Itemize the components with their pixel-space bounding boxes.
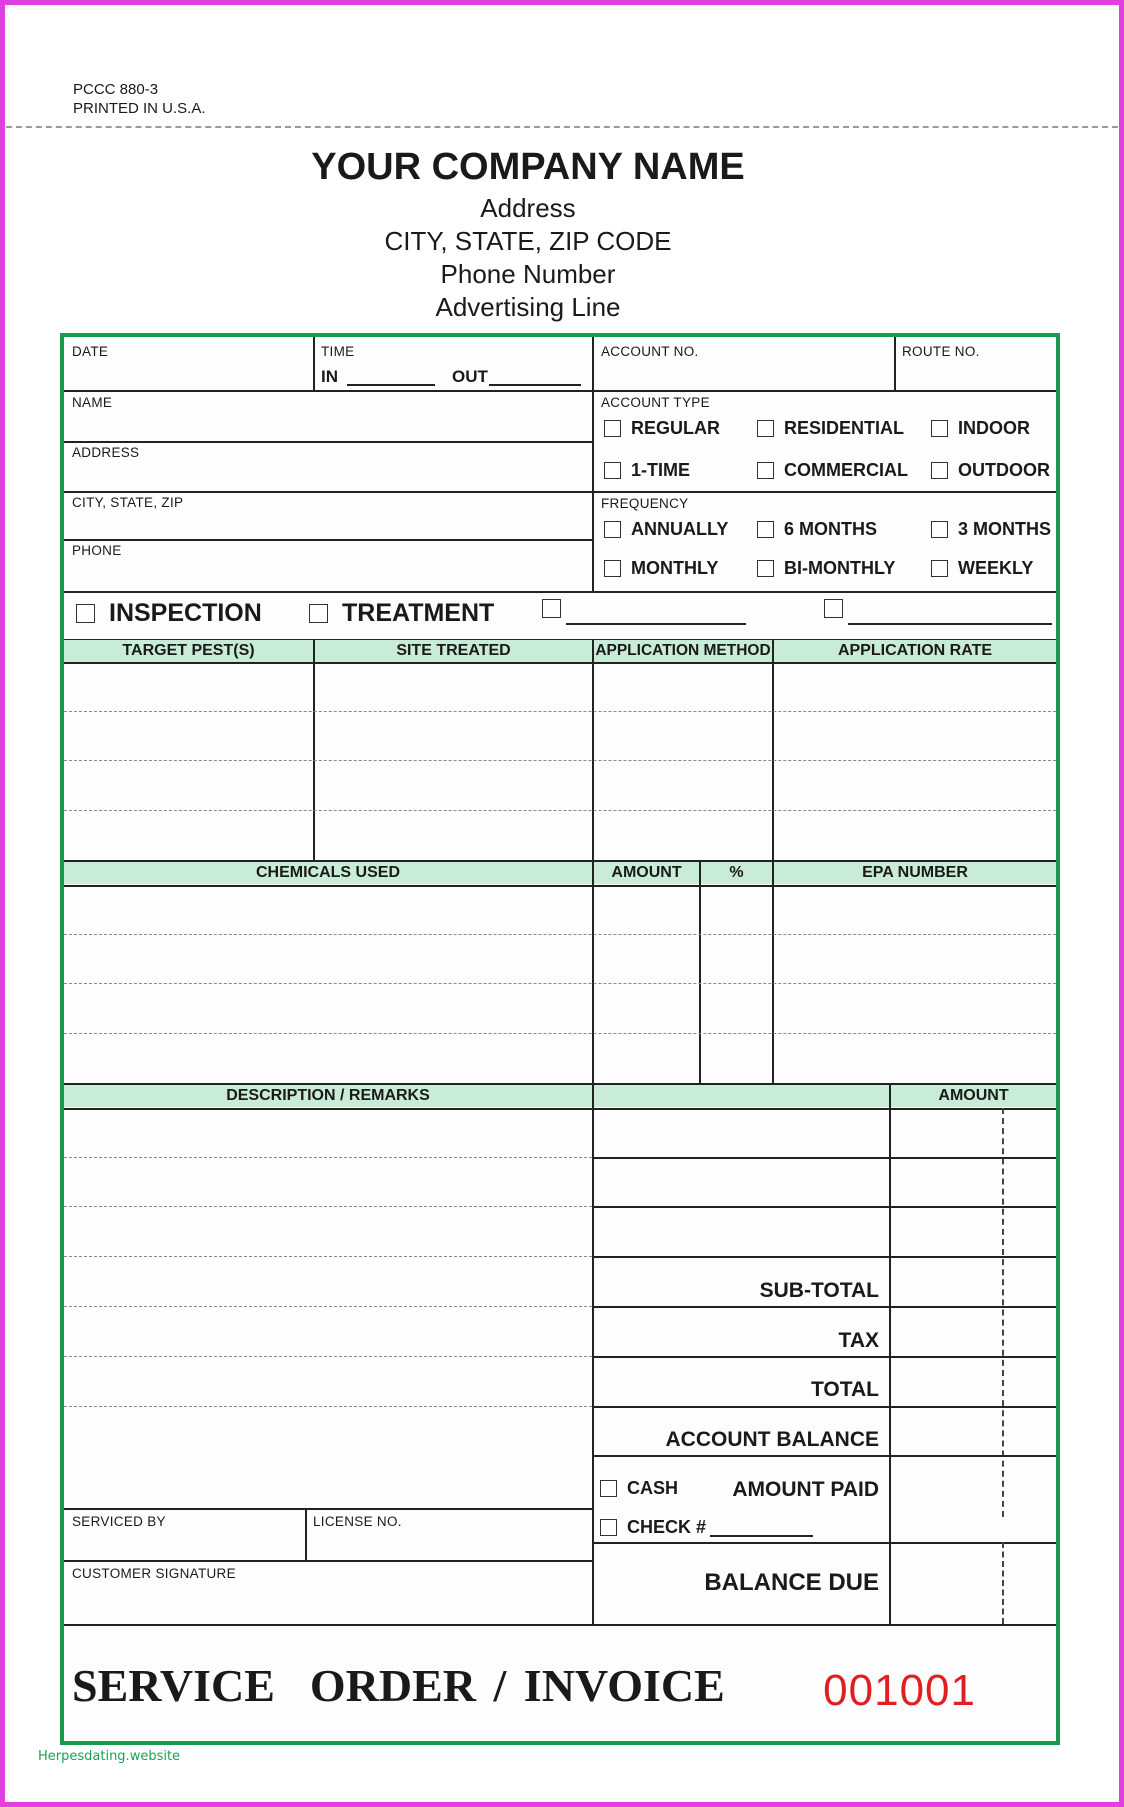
time-label: TIME <box>321 344 355 359</box>
row-rule <box>64 1306 592 1307</box>
account-no-field[interactable] <box>594 337 894 390</box>
time-out-label: OUT <box>452 367 488 386</box>
tax-label: TAX <box>838 1329 879 1352</box>
header-blank <box>594 1085 889 1107</box>
rule <box>592 1356 1056 1358</box>
rule <box>889 1542 891 1624</box>
checkbox-label: OUTDOOR <box>958 460 1050 480</box>
checkbox-6-months[interactable] <box>757 519 877 540</box>
checkbox-box[interactable] <box>542 599 561 618</box>
route-no-label: ROUTE NO. <box>902 344 980 359</box>
address-label: ADDRESS <box>72 445 140 460</box>
company-name: YOUR COMPANY NAME <box>311 146 745 188</box>
rule <box>592 1256 1056 1258</box>
checkbox-label: MONTHLY <box>631 558 719 578</box>
rule <box>592 1455 1056 1457</box>
rule <box>592 1542 1056 1544</box>
checkbox-annually[interactable] <box>604 519 728 540</box>
row-rule <box>64 711 1056 712</box>
date-field[interactable] <box>64 337 313 390</box>
row-rule <box>64 934 1056 935</box>
checkbox-label: ANNUALLY <box>631 519 729 539</box>
city-state-zip-field[interactable] <box>64 493 592 539</box>
other-service-field-2[interactable] <box>848 623 1052 625</box>
form-code <box>73 80 206 118</box>
time-in-label: IN <box>321 367 338 386</box>
phone-field[interactable] <box>64 541 592 591</box>
rule <box>889 1083 891 1517</box>
checkbox-box[interactable] <box>824 599 843 618</box>
address-field[interactable] <box>64 443 592 491</box>
checkbox-3-months[interactable] <box>931 519 1051 540</box>
checkbox-label: WEEKLY <box>958 558 1034 578</box>
checkbox-box[interactable] <box>604 462 621 479</box>
serviced-by-label: SERVICED BY <box>72 1514 166 1529</box>
printed-in-usa: PRINTED IN U.S.A. <box>73 100 206 117</box>
rule <box>592 1306 1056 1308</box>
checkbox-label: BI-MONTHLY <box>784 558 896 578</box>
rule <box>64 1108 1056 1110</box>
account-type-label: ACCOUNT TYPE <box>601 395 710 410</box>
invoice-number: 001001 <box>823 1666 976 1715</box>
row-rule <box>64 760 1056 761</box>
row-rule <box>64 810 1056 811</box>
header-application-method: APPLICATION METHOD <box>594 640 772 662</box>
checkbox-other-1[interactable] <box>542 599 575 618</box>
checkbox-monthly[interactable] <box>604 558 718 579</box>
frequency-label: FREQUENCY <box>601 496 689 511</box>
rule <box>772 860 774 1083</box>
checkbox-box[interactable] <box>604 521 621 538</box>
company-address: Address <box>480 193 576 223</box>
checkbox-box[interactable] <box>757 420 774 437</box>
name-label: NAME <box>72 395 113 410</box>
checkbox-label: 6 MONTHS <box>784 519 878 539</box>
account-no-label: ACCOUNT NO. <box>601 344 699 359</box>
checkbox-treatment[interactable] <box>309 599 494 628</box>
cents-divider <box>1002 1542 1004 1624</box>
checkbox-indoor[interactable] <box>931 418 1030 439</box>
checkbox-inspection[interactable] <box>76 599 262 628</box>
rule <box>592 860 594 1083</box>
row-rule <box>64 983 1056 984</box>
license-no-label: LICENSE NO. <box>313 1514 402 1529</box>
checkbox-box[interactable] <box>604 420 621 437</box>
company-phone: Phone Number <box>440 259 616 289</box>
balance-due-label: BALANCE DUE <box>704 1569 879 1596</box>
checkbox-box[interactable] <box>600 1480 617 1497</box>
rule <box>592 1508 594 1624</box>
company-city-state-zip: CITY, STATE, ZIP CODE <box>384 226 672 256</box>
name-field[interactable] <box>64 392 592 441</box>
rule <box>64 885 1056 887</box>
checkbox-label: REGULAR <box>631 418 720 438</box>
perforation-line <box>6 126 1118 128</box>
header-site-treated: SITE TREATED <box>315 640 592 662</box>
form-code-number: PCCC 880-3 <box>73 81 159 98</box>
checkbox-box[interactable] <box>309 604 328 623</box>
account-balance-label: ACCOUNT BALANCE <box>665 1428 879 1451</box>
rule <box>592 1206 1056 1208</box>
service-order-form <box>60 333 1060 1745</box>
rule <box>592 1157 1056 1159</box>
rule <box>592 639 594 860</box>
checkbox-cash[interactable] <box>600 1478 678 1499</box>
rule <box>313 639 315 860</box>
time-out-field[interactable] <box>489 384 581 386</box>
checkbox-other-2[interactable] <box>824 599 857 618</box>
checkbox-box[interactable] <box>600 1519 617 1536</box>
header-amount-total: AMOUNT <box>891 1085 1056 1107</box>
header-target-pests: TARGET PEST(S) <box>64 640 313 662</box>
checkbox-weekly[interactable] <box>931 558 1033 579</box>
row-rule <box>64 1256 592 1257</box>
checkbox-box[interactable] <box>604 560 621 577</box>
watermark-text: Herpesdating.website <box>38 1749 181 1764</box>
checkbox-label: TREATMENT <box>342 599 495 627</box>
row-rule <box>64 1157 592 1158</box>
header-description-remarks: DESCRIPTION / REMARKS <box>64 1085 592 1107</box>
row-rule <box>64 1033 1056 1034</box>
customer-signature-label: CUSTOMER SIGNATURE <box>72 1566 236 1581</box>
checkbox-label: RESIDENTIAL <box>784 418 905 438</box>
checkbox-regular[interactable] <box>604 418 720 439</box>
checkbox-label: COMMERCIAL <box>784 460 908 480</box>
checkbox-label: CASH <box>627 1478 679 1498</box>
checkbox-box[interactable] <box>757 462 774 479</box>
header-chemicals-used: CHEMICALS USED <box>64 862 592 884</box>
date-label: DATE <box>72 344 109 359</box>
route-no-field[interactable] <box>896 337 1056 390</box>
checkbox-box[interactable] <box>757 560 774 577</box>
checkbox-box[interactable] <box>931 420 948 437</box>
rule <box>699 860 701 1083</box>
checkbox-box[interactable] <box>757 521 774 538</box>
checkbox-box[interactable] <box>76 604 95 623</box>
other-service-field-1[interactable] <box>566 623 746 625</box>
checkbox-1-time[interactable] <box>604 460 690 481</box>
header-application-rate: APPLICATION RATE <box>774 640 1056 662</box>
checkbox-commercial[interactable] <box>757 460 908 481</box>
checkbox-label: 3 MONTHS <box>958 519 1052 539</box>
company-header <box>0 142 1056 324</box>
checkbox-label: CHECK # <box>627 1517 707 1537</box>
customer-signature-field[interactable] <box>64 1562 592 1624</box>
header-percent: % <box>701 862 772 884</box>
company-advertising: Advertising Line <box>435 292 621 322</box>
header-amount: AMOUNT <box>594 862 699 884</box>
row-rule <box>64 1406 592 1407</box>
checkbox-residential[interactable] <box>757 418 904 439</box>
serviced-by-field[interactable] <box>64 1510 305 1560</box>
checkbox-box[interactable] <box>931 462 948 479</box>
city-state-zip-label: CITY, STATE, ZIP <box>72 495 184 510</box>
checkbox-label: INDOOR <box>958 418 1030 438</box>
checkbox-outdoor[interactable] <box>931 460 1050 481</box>
time-in-field[interactable] <box>347 384 435 386</box>
checkbox-label: 1-TIME <box>631 460 691 480</box>
phone-label: PHONE <box>72 543 122 558</box>
checkbox-label: INSPECTION <box>109 599 262 627</box>
form-title: SERVICE ORDER / INVOICE <box>72 1660 725 1711</box>
checkbox-box[interactable] <box>931 521 948 538</box>
header-epa-number: EPA NUMBER <box>774 862 1056 884</box>
check-number-field[interactable] <box>710 1535 813 1537</box>
rule <box>64 662 1056 664</box>
total-label: TOTAL <box>810 1378 879 1401</box>
rule <box>592 1406 1056 1408</box>
checkbox-box[interactable] <box>931 560 948 577</box>
rule <box>313 337 315 390</box>
rule <box>64 1624 1056 1626</box>
checkbox-check[interactable] <box>600 1517 706 1538</box>
row-rule <box>64 1356 592 1357</box>
license-no-field[interactable] <box>307 1510 592 1560</box>
amount-paid-label: AMOUNT PAID <box>732 1478 879 1501</box>
checkbox-bi-monthly[interactable] <box>757 558 895 579</box>
row-rule <box>64 1206 592 1207</box>
rule <box>64 591 1056 593</box>
subtotal-label: SUB-TOTAL <box>759 1279 879 1302</box>
rule <box>772 639 774 860</box>
